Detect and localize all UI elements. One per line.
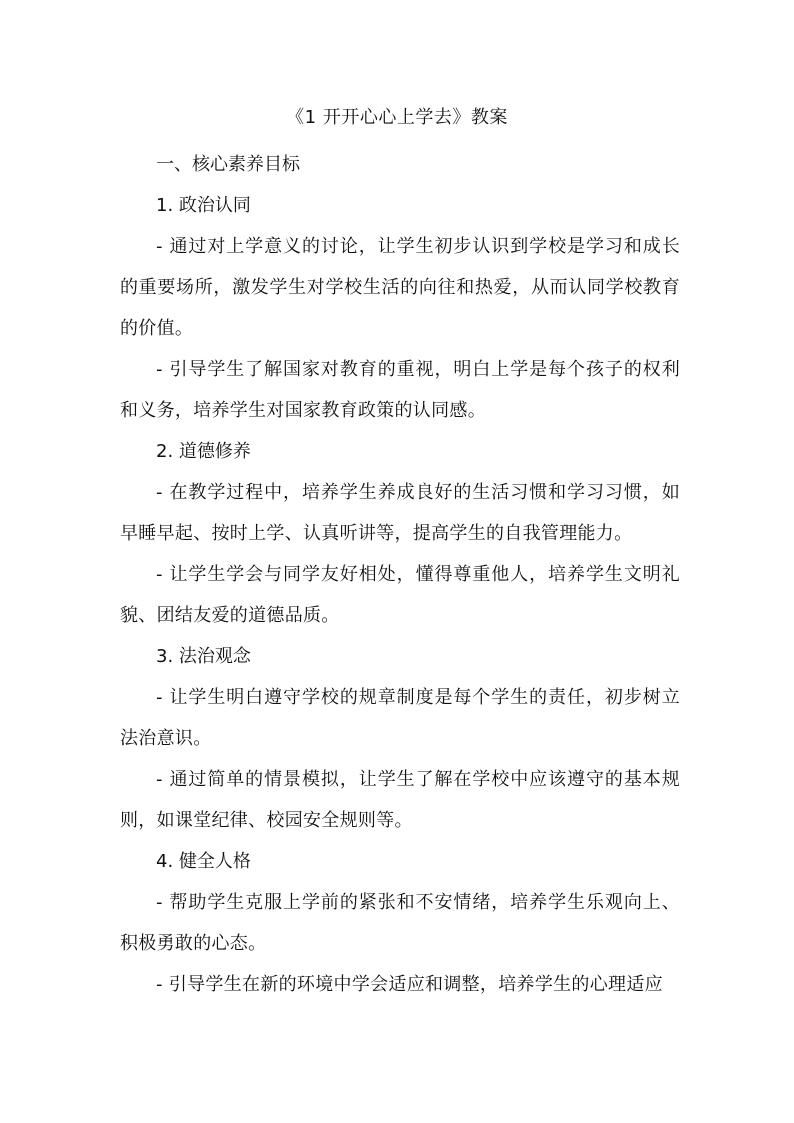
paragraph: - 通过对上学意义的讨论，让学生初步认识到学校是学习和成长的重要场所，激发学生对学校生活的向往和热爱，从而认同学校教育的价值。	[120, 236, 680, 339]
paragraph: - 帮助学生克服上学前的紧张和不安情绪，培养学生乐观向上、积极勇敢的心态。	[120, 892, 680, 954]
paragraph: - 让学生明白遵守学校的规章制度是每个学生的责任，初步树立法治意识。	[120, 687, 680, 749]
paragraph: - 引导学生了解国家对教育的重视，明白上学是每个孩子的权利和义务，培养学生对国家教育政策的认同感。	[120, 359, 680, 421]
paragraph: - 让学生学会与同学友好相处，懂得尊重他人，培养学生文明礼貌、团结友爱的道德品质。	[120, 564, 680, 626]
section-heading-core-goals: 一、核心素养目标	[156, 154, 300, 175]
subsection-heading-moral-cultivation: 2. 道德修养	[156, 441, 251, 462]
subsection-heading-political-identity: 1. 政治认同	[156, 195, 251, 216]
paragraph: - 在教学过程中，培养学生养成良好的生活习惯和学习习惯，如早睡早起、按时上学、认真听讲等，提高学生的自我管理能力。	[120, 482, 680, 544]
document-title: 《1 开开心心上学去》教案	[286, 107, 508, 128]
paragraph: - 通过简单的情景模拟，让学生了解在学校中应该遵守的基本规则，如课堂纪律、校园安全规则等。	[120, 769, 680, 831]
paragraph: - 引导学生在新的环境中学会适应和调整，培养学生的心理适应	[156, 974, 663, 995]
subsection-heading-rule-of-law: 3. 法治观念	[156, 646, 251, 667]
subsection-heading-sound-personality: 4. 健全人格	[156, 851, 251, 872]
document-body	[120, 144, 680, 1005]
